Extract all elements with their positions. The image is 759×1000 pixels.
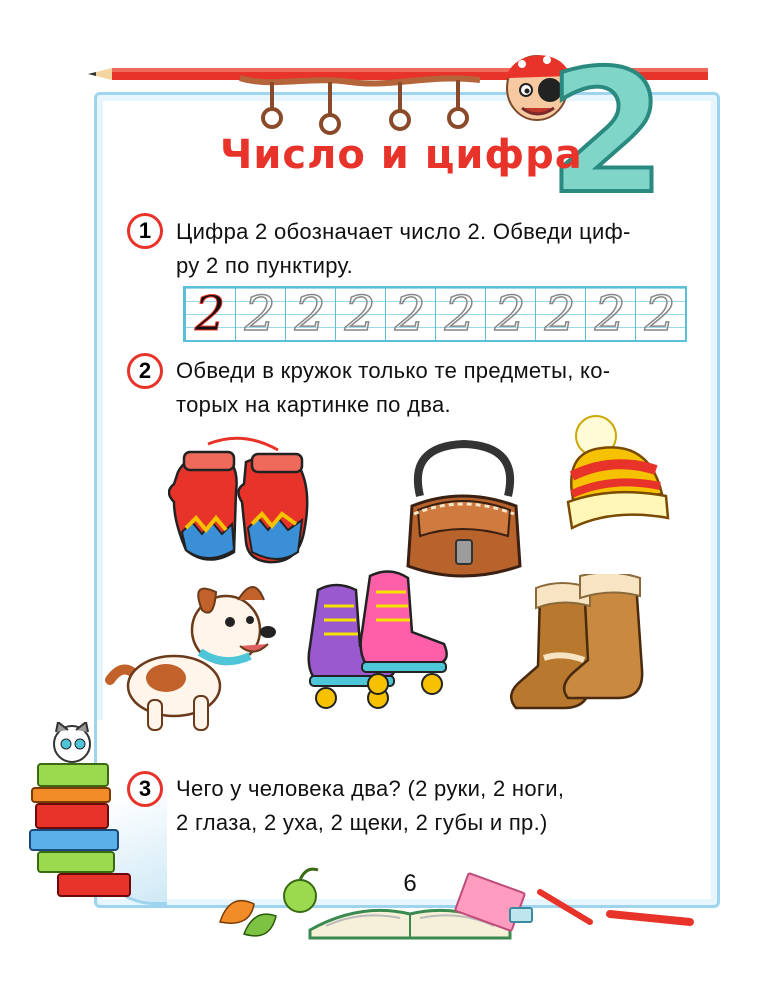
dotted-digit[interactable]: 2: [444, 286, 476, 342]
handbag-illustration[interactable]: [398, 436, 528, 586]
task-number-1: 1: [127, 213, 163, 249]
task-number-2: 2: [127, 353, 163, 389]
dotted-digit[interactable]: 2: [644, 286, 676, 342]
dotted-digit[interactable]: 2: [544, 286, 576, 342]
task-3-text-line2: 2 глаза, 2 уха, 2 щеки, 2 губы и пр.): [176, 810, 548, 835]
dotted-digit[interactable]: 2: [294, 286, 326, 342]
dotted-digit[interactable]: 2: [244, 286, 276, 342]
big-digit-two: 2: [548, 34, 667, 232]
task-number-3: 3: [127, 771, 163, 807]
tracing-grid: [183, 286, 687, 342]
bottom-decorations-illustration: [210, 852, 700, 942]
book-stack-with-cat-illustration: [28, 722, 138, 900]
dotted-digit[interactable]: 2: [344, 286, 376, 342]
rope-rings-decoration: [230, 68, 490, 138]
task-3-text-line1: Чего у человека два? (2 руки, 2 ноги,: [176, 776, 565, 801]
task-2-text-line2: торых на картинке по два.: [176, 392, 451, 417]
tracing-sample-digit: 2: [194, 286, 226, 342]
dotted-digit[interactable]: 2: [394, 286, 426, 342]
fur-boots-illustration[interactable]: [504, 574, 664, 716]
task-1-text-line1: Цифра 2 обозначает число 2. Обведи циф-: [176, 219, 631, 244]
task-1-text-line2: ру 2 по пунктиру.: [176, 253, 354, 278]
page-number: 6: [403, 870, 417, 897]
puppy-illustration[interactable]: [104, 570, 284, 738]
roller-skates-illustration[interactable]: [300, 566, 460, 716]
mittens-illustration[interactable]: [168, 432, 316, 572]
knit-hat-illustration[interactable]: [562, 412, 672, 534]
task-2-text-line1: Обведи в кружок только те предметы, ко-: [176, 358, 611, 383]
dotted-digit[interactable]: 2: [594, 286, 626, 342]
dotted-digit[interactable]: 2: [494, 286, 526, 342]
page-title: Число и цифра: [220, 132, 583, 178]
